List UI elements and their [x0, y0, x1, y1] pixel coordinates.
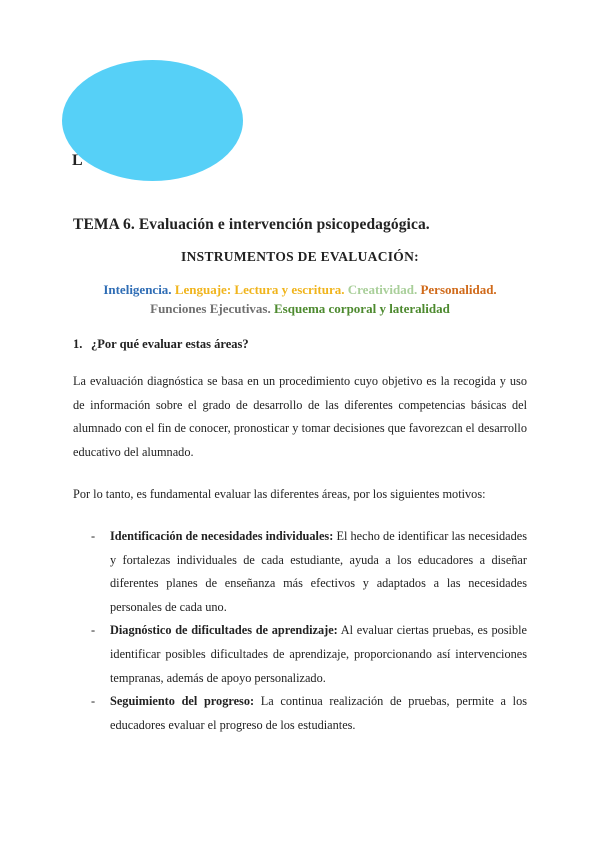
document-title: TEMA 6. Evaluación e intervención psicopedagógica.	[73, 216, 430, 233]
bullet-marker: -	[91, 623, 96, 638]
header-fragment: L	[72, 152, 83, 169]
area-esquema-corporal: Esquema corporal y lateralidad	[274, 301, 450, 316]
section-heading-text: ¿Por qué evaluar estas áreas?	[91, 337, 249, 351]
area-lenguaje: Lenguaje: Lectura y escritura.	[174, 282, 345, 297]
bullet-list	[91, 525, 527, 737]
paragraph: La evaluación diagnóstica se basa en un procedimiento cuyo objetivo es la recogida y uso de información sobre el grado de desarrollo de las diferentes competencias básicas del alumnado con el fin de conocer, pronosticar y tomar decisiones que favorezcan el desarrollo educativo del alumnado.	[73, 374, 527, 459]
area-personalidad: Personalidad.	[420, 282, 497, 297]
section-number: 1.	[73, 337, 83, 351]
list-item	[91, 525, 527, 619]
paragraph: Por lo tanto, es fundamental evaluar las diferentes áreas, por los siguientes motivos:	[73, 487, 486, 501]
redaction-blob	[62, 60, 243, 181]
bullet-bold-lead: Diagnóstico de dificultades de aprendizaje:	[110, 623, 338, 638]
bullet-marker: -	[91, 529, 96, 543]
areas-list	[60, 280, 540, 318]
area-inteligencia: Inteligencia.	[103, 282, 172, 297]
list-item	[91, 619, 527, 690]
bullet-bold-lead: Seguimiento del progreso:	[110, 694, 255, 709]
section-subtitle: INSTRUMENTOS DE EVALUACIÓN:	[181, 249, 419, 264]
bullet-text: El hecho de identificar las necesidades y fortalezas individuales de cada estudiante, ayuda a los educadores a diseñar diferentes planes de enseñanza más efectivos y adaptados a las necesidades personales de cada uno.	[110, 529, 528, 614]
bullet-text: La continua realización de pruebas, permite a los educadores evaluar el progreso de los estudiantes.	[110, 694, 527, 732]
bullet-bold-lead: Identificación de necesidades individuales:	[110, 529, 334, 543]
section-heading	[73, 337, 249, 352]
list-item	[91, 690, 527, 737]
bullet-text: Al evaluar ciertas pruebas, es posible identificar posibles dificultades de aprendizaje, proporcionando así intervenciones tempranas, además de apoyo personalizado.	[110, 623, 527, 685]
area-funciones-ejecutivas: Funciones Ejecutivas.	[150, 301, 271, 316]
bullet-marker: -	[91, 694, 96, 709]
area-creatividad: Creatividad.	[347, 282, 418, 297]
